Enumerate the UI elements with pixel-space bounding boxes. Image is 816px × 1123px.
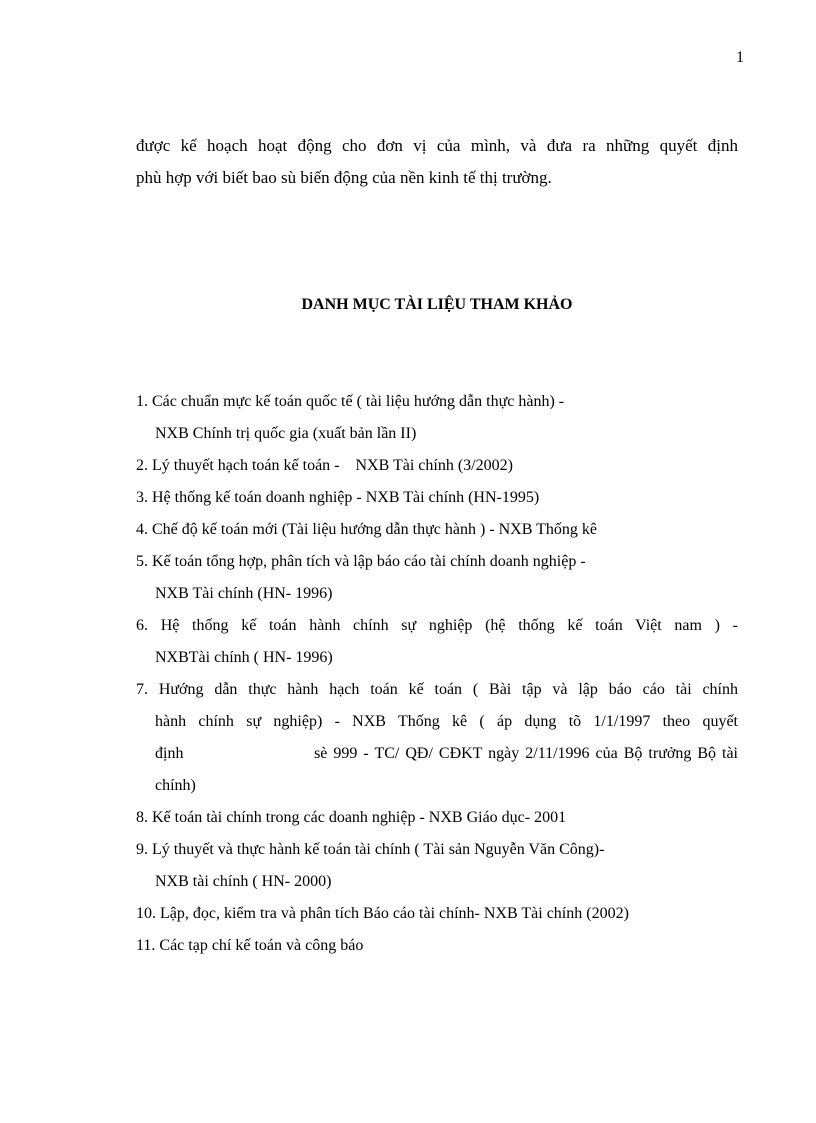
reference-line: 10. Lập, đọc, kiểm tra và phân tích Báo cáo tài chính- NXB Tài chính (2002) <box>136 905 629 922</box>
page-number: 1 <box>736 49 744 66</box>
reference-line: 9. Lý thuyết và thực hành kế toán tài chính ( Tài sản Nguyễn Văn Công)- <box>136 841 605 858</box>
reference-item <box>136 514 738 546</box>
reference-line: 4. Chế độ kế toán mới (Tài liệu hướng dẫn thực hành ) - NXB Thống kê <box>136 521 597 538</box>
reference-line-fragment: sè 999 - TC/ QĐ/ CĐKT ngày 2/11/1996 của Bộ trưởng Bộ tài <box>314 745 738 762</box>
reference-line-composite <box>136 738 738 770</box>
reference-item <box>136 386 738 450</box>
reference-list <box>136 386 738 962</box>
intro-line: phù hợp với biết bao sù biến động của nền kinh tế thị trường. <box>136 168 552 187</box>
reference-line: 5. Kế toán tổng hợp, phân tích và lập báo cáo tài chính doanh nghiệp - <box>136 553 586 570</box>
reference-line: NXB Chính trị quốc gia (xuất bản lần II) <box>155 425 417 442</box>
reference-line: 1. Các chuẩn mực kế toán quốc tế ( tài liệu hướng dẫn thực hành) - <box>136 393 565 410</box>
reference-line: NXB tài chính ( HN- 2000) <box>155 873 332 890</box>
reference-line: 8. Kế toán tài chính trong các doanh nghiệp - NXB Giáo dục- 2001 <box>136 809 567 826</box>
reference-line: 7. Hướng dẫn thực hành hạch toán kế toán ( Bài tập và lập báo cáo tài chính <box>136 681 738 698</box>
reference-line: 6. Hệ thống kế toán hành chính sự nghiệp (hệ thống kế toán Việt nam ) - <box>136 617 738 634</box>
reference-line: 2. Lý thuyết hạch toán kế toán - NXB Tài chính (3/2002) <box>136 457 513 474</box>
reference-item <box>136 834 738 898</box>
reference-line: chính) <box>155 777 196 794</box>
references-title: DANH MỤC TÀI LIỆU THAM KHẢO <box>301 296 573 313</box>
reference-item <box>136 802 738 834</box>
reference-item <box>136 546 738 610</box>
reference-item <box>136 930 738 962</box>
reference-line: hành chính sự nghiệp) - NXB Thống kê ( áp dụng tõ 1/1/1997 theo quyết <box>155 713 738 730</box>
intro-line: được kế hoạch hoạt động cho đơn vị của mình, và đưa ra những quyết định <box>136 136 738 155</box>
reference-line: 3. Hệ thống kế toán doanh nghiệp - NXB Tài chính (HN-1995) <box>136 489 540 506</box>
reference-line: NXB Tài chính (HN- 1996) <box>155 585 333 602</box>
reference-line: NXBTài chính ( HN- 1996) <box>155 649 333 666</box>
reference-item <box>136 674 738 802</box>
reference-line: 11. Các tạp chí kế toán và công báo <box>136 937 364 954</box>
reference-item <box>136 450 738 482</box>
reference-item <box>136 610 738 674</box>
intro-paragraph <box>136 130 738 194</box>
reference-item <box>136 898 738 930</box>
reference-item <box>136 482 738 514</box>
reference-line-fragment: định <box>155 745 184 762</box>
